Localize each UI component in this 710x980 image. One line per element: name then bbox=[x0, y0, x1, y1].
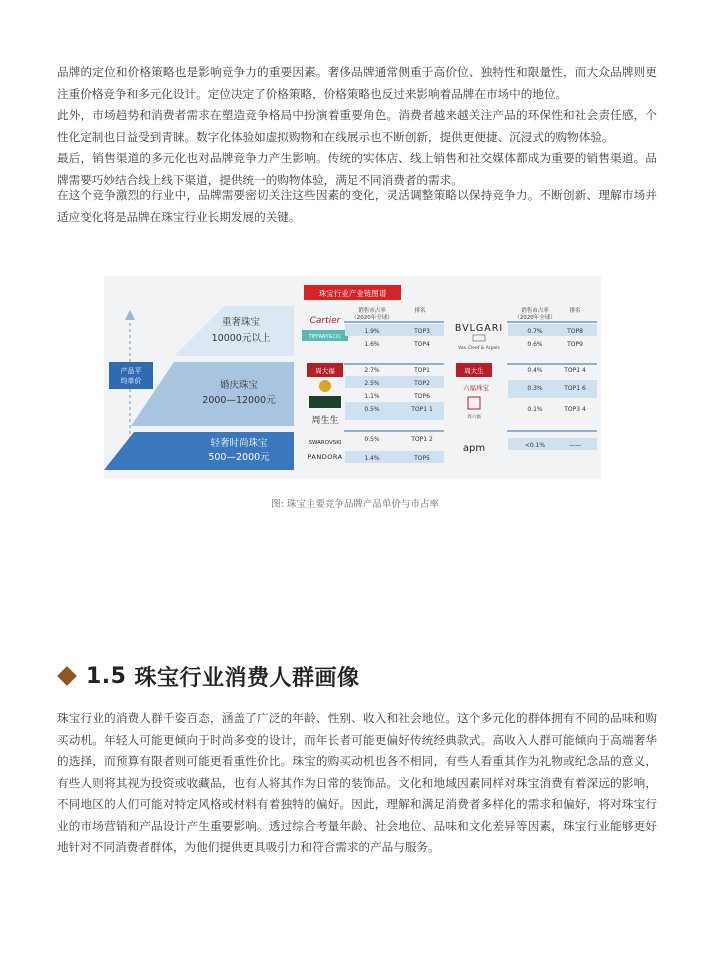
section-title: 珠宝行业消费人群画像 bbox=[134, 665, 360, 691]
rank-value: TOP1 bbox=[414, 367, 430, 374]
section-heading bbox=[57, 660, 360, 692]
figure-banner: 珠宝行业产业链图谱 bbox=[318, 289, 387, 298]
share-value: 0.5% bbox=[364, 436, 380, 443]
right-col-rank-header: 排名 bbox=[569, 308, 581, 314]
table-row-bg bbox=[508, 324, 597, 336]
rank-value: TOP1 6 bbox=[564, 385, 586, 392]
brand-logo-zlf-icon bbox=[468, 397, 480, 409]
rank-value: TOP1 4 bbox=[564, 367, 586, 374]
left-col-share-header-line2: （2020年全球） bbox=[351, 315, 393, 321]
section-number: 1.5 bbox=[86, 663, 127, 689]
brand-logo-lukfook: 六福珠宝 bbox=[463, 384, 489, 392]
pyramid-tier-top bbox=[174, 306, 294, 356]
tier-name-wedding: 婚庆珠宝 bbox=[219, 380, 259, 391]
right-col-share-header-line1: 销售市占率 bbox=[521, 308, 549, 314]
rank-value: TOP3 4 bbox=[564, 406, 586, 413]
brand-logo-pandora: PANDORA bbox=[307, 453, 343, 461]
share-value: 2.5% bbox=[364, 380, 380, 387]
table-row-bg bbox=[508, 438, 597, 450]
share-value: 0.3% bbox=[527, 385, 543, 392]
price-axis-label-line2: 均单价 bbox=[120, 377, 142, 385]
price-axis-arrow bbox=[125, 310, 135, 320]
rank-value: —— bbox=[569, 442, 581, 449]
rank-value: TOP1 1 bbox=[411, 406, 433, 413]
brand-logo-vca-icon bbox=[473, 335, 485, 341]
share-value: 1.1% bbox=[364, 393, 380, 400]
diamond-bullet-icon bbox=[57, 666, 77, 686]
rank-value: TOP1 2 bbox=[411, 436, 433, 443]
paragraph-consumer-profile: 珠宝行业的消费人群千姿百态，涵盖了广泛的年龄、性别、收入和社会地位。这个多元化的群体拥有不同的品味和购买动机。年轻人可能更倾向于时尚多变的设计，而年长者可能更偏好传统经典款式。高收入人群可能倾向于高端奢华的选择，而预算有限者则可能更看重性价比。珠宝的购买动机也各不相同，有些人看重其作为礼物或纪念品的意义，有些人则将其视为投资或收藏品，也有人将其作为日常的装饰品。文化和地域因素同样对珠宝消费有着深远的影响，不同地区的人们可能对特定风格或材料有着独特的偏好。因此，理解和满足消费者多样化的需求和偏好，将对珠宝行业的市场营销和产品设计产生重要影响。透过综合考量年龄、社会地位、品味和文化差异等因素，珠宝行业能够更好地针对不同消费者群体，为他们提供更具吸引力和符合需求的产品与服务。 bbox=[57, 711, 657, 854]
brand-logo-apm: apm bbox=[462, 443, 486, 454]
figure-price-share-chart bbox=[104, 276, 601, 479]
rank-value: TOP4 bbox=[414, 341, 430, 348]
share-value: 0.1% bbox=[527, 406, 543, 413]
left-col-share-header-line1: 销售市占率 bbox=[358, 308, 386, 314]
right-col-share-header-line2: （2020年全球） bbox=[514, 315, 556, 321]
brand-logo-swarovski: SWAROVSKI bbox=[308, 440, 342, 446]
figure-caption: 图: 珠宝主要竞争品牌产品单价与市占率 bbox=[271, 499, 439, 510]
rank-value: TOP2 bbox=[414, 380, 430, 387]
share-value: 2.7% bbox=[364, 367, 380, 374]
rank-value: TOP3 bbox=[414, 328, 430, 335]
brand-logo-bvlgari: BVLGARI bbox=[454, 323, 504, 334]
brand-logo-chowtaifook: 周大福 bbox=[315, 367, 335, 375]
pyramid-tier-middle bbox=[131, 362, 294, 426]
tier-price-luxury: 10000元以上 bbox=[211, 333, 271, 344]
paragraph-channels: 最后，销售渠道的多元化也对品牌竞争力产生影响。传统的实体店、线上销售和社交媒体都成为重要的销售渠道。品牌需要巧妙结合线上线下渠道，提供统一的购物体验，满足不同消费者的需求。 bbox=[57, 151, 657, 187]
rank-value: TOP6 bbox=[414, 393, 430, 400]
brand-logo-lukfook-icon bbox=[319, 380, 331, 392]
rank-value: TOP5 bbox=[414, 455, 430, 462]
tier-name-fashion: 轻奢时尚珠宝 bbox=[210, 438, 268, 449]
right-share-table bbox=[507, 324, 597, 450]
paragraph-positioning: 品牌的定位和价格策略也是影响竞争力的重要因素。奢侈品牌通常侧重于高价位、独特性和限量性，而大众品牌则更注重价格竞争和多元化设计。定位决定了价格策略，价格策略也反过来影响着品牌在市场中的地位。 bbox=[57, 65, 657, 101]
rank-value: TOP8 bbox=[567, 328, 583, 335]
brand-logo-zlf: 周六福 bbox=[467, 415, 481, 420]
share-value: 0.4% bbox=[527, 367, 543, 374]
brand-logo-chowsangsang: 周生生 bbox=[311, 416, 339, 426]
brand-logo-tiffany: TIFFANY&CO. bbox=[308, 334, 342, 340]
tier-name-luxury: 重奢珠宝 bbox=[221, 317, 261, 328]
left-col-rank-header: 排名 bbox=[414, 308, 426, 314]
brand-logo-chowtaiseng: 周大生 bbox=[464, 367, 484, 375]
left-share-table bbox=[344, 324, 444, 463]
share-value: 0.7% bbox=[527, 328, 543, 335]
paragraph-conclusion: 在这个竞争激烈的行业中，品牌需要密切关注这些因素的变化，灵活调整策略以保持竞争力。不断创新、理解市场并适应变化将是品牌在珠宝行业长期发展的关键。 bbox=[57, 188, 657, 224]
share-value: 1.9% bbox=[364, 328, 380, 335]
price-axis-label-line1: 产品平 bbox=[120, 367, 142, 375]
tier-price-wedding: 2000—12000元 bbox=[202, 395, 276, 406]
share-value: 1.6% bbox=[364, 341, 380, 348]
paragraph-trends: 此外，市场趋势和消费者需求在塑造竞争格局中扮演着重要角色。消费者越来越关注产品的环保性和社会责任感，个性化定制也日益受到青睐。数字化体验如虚拟购物和在线展示也不断创新，提供更便捷、沉浸式的购物体验。 bbox=[57, 108, 657, 144]
share-value: <0.1% bbox=[524, 442, 546, 449]
rank-value: TOP9 bbox=[567, 341, 583, 348]
brand-logo-cartier: Cartier bbox=[309, 316, 341, 326]
share-value: 1.4% bbox=[364, 455, 380, 462]
share-value: 0.6% bbox=[527, 341, 543, 348]
brand-logo-taipan-icon bbox=[309, 396, 341, 408]
brand-logo-vca: Van Cleef & Arpels bbox=[458, 346, 500, 351]
share-value: 0.5% bbox=[364, 406, 380, 413]
tier-price-fashion: 500—2000元 bbox=[208, 452, 270, 463]
